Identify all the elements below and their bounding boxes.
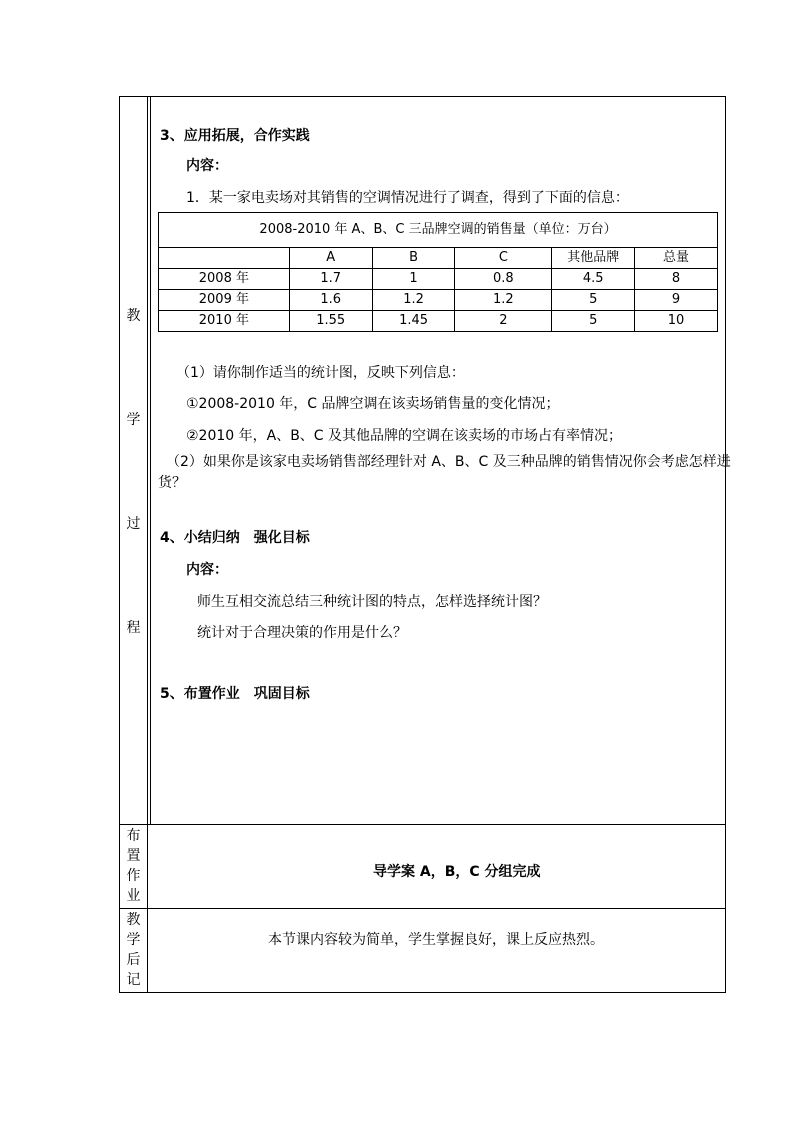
process-label-char: 学 [126,412,141,428]
table-cell: 1.2 [455,290,552,311]
table-cell: 0.8 [455,269,552,290]
frame-right [725,96,726,993]
table-cell: 1 [372,269,455,290]
table-cell: 1.6 [289,290,372,311]
question-1b: ②2010 年，A、B、C 及其他品牌的空调在该卖场的市场占有率情况； [186,428,623,444]
row-divider-reflection [119,908,726,909]
homework-text: 导学案 A，B，C 分组完成 [373,864,541,880]
question-1a: ①2008-2010 年，C 品牌空调在该卖场销售量的变化情况； [186,396,560,412]
table-cell: 2 [455,311,552,332]
table-row [159,311,718,332]
process-label-char: 过 [126,516,141,532]
homework-label-char: 业 [126,888,141,904]
frame-top [119,96,726,97]
table-header-cell: B [372,248,455,269]
table-cell: 1.2 [372,290,455,311]
table-header-row [159,248,718,269]
table-header-cell [159,248,290,269]
table-cell: 10 [635,311,718,332]
homework-label-char: 作 [126,868,141,884]
table-cell: 2010 年 [159,311,290,332]
section-3-heading: 3、应用拓展，合作实践 [160,128,310,144]
section-5-heading: 5、布置作业 巩固目标 [160,686,310,702]
row-divider-homework [119,824,726,825]
homework-label-char: 置 [126,848,141,864]
table-row [159,269,718,290]
process-label-char: 程 [126,620,141,636]
table-header-cell: A [289,248,372,269]
reflection-text: 本节课内容较为简单，学生掌握良好，课上反应热烈。 [268,932,604,948]
question-2-line1: （2）如果你是该家电卖场销售部经理针对 A、B、C 及三种品牌的销售情况你会考虑怎样进 [166,454,731,470]
table-cell: 5 [552,290,635,311]
label-column-divider-inner [150,96,151,824]
table-cell: 1.7 [289,269,372,290]
sales-table [158,212,718,332]
table-cell: 1.55 [289,311,372,332]
reflection-label-char: 记 [126,972,141,988]
section-4-line1: 师生互相交流总结三种统计图的特点，怎样选择统计图？ [197,594,547,610]
question-1: （1）请你制作适当的统计图，反映下列信息： [176,365,465,381]
table-cell: 2009 年 [159,290,290,311]
table-cell: 1.45 [372,311,455,332]
table-cell: 4.5 [552,269,635,290]
reflection-label-char: 后 [126,952,141,968]
reflection-label-char: 学 [126,932,141,948]
table-cell: 9 [635,290,718,311]
reflection-label-char: 教 [126,912,141,928]
table-cell: 2008 年 [159,269,290,290]
table-cell: 5 [552,311,635,332]
section-4-content-label: 内容： [186,562,228,578]
homework-label-char: 布 [126,828,141,844]
frame-bottom [119,992,726,993]
table-header-cell: 其他品牌 [552,248,635,269]
table-header-cell: 总量 [635,248,718,269]
table-row [159,290,718,311]
table-cell: 8 [635,269,718,290]
table-header-cell: C [455,248,552,269]
section-3-intro: 1．某一家电卖场对其销售的空调情况进行了调查，得到了下面的信息： [186,190,629,206]
section-4-line2: 统计对于合理决策的作用是什么？ [197,625,407,641]
question-2-line2: 货？ [158,475,186,491]
section-3-content-label: 内容： [186,158,228,174]
process-label-char: 教 [126,308,141,324]
table-caption: 2008-2010 年 A、B、C 三品牌空调的销售量（单位：万台） [159,213,718,248]
section-4-heading: 4、小结归纳 强化目标 [160,530,310,546]
